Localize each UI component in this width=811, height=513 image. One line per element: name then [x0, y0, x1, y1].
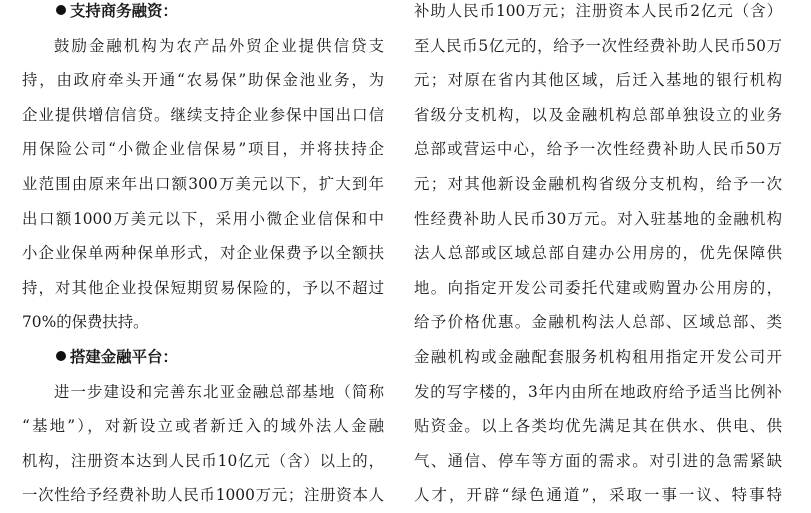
left-column [22, 0, 384, 513]
paragraph-line: 补助人民币100万元；注册资本人民币2亿元（含） [414, 2, 782, 20]
paragraph-line: 气、通信、停车等方面的需求。对引进的急需紧缺 [414, 451, 782, 470]
heading-text: 支持商务融资： [70, 2, 178, 20]
bullet-icon [56, 5, 66, 15]
bullet-icon [56, 351, 66, 361]
paragraph-line: 用保险公司“小微企业信保易”项目，并将扶持企 [22, 140, 384, 159]
paragraph-line: 持，由政府牵头开通“农易保”助保金池业务，为 [22, 71, 384, 90]
paragraph-line: 一次性给予经费补助人民币1000万元；注册资本人 [22, 486, 384, 505]
paragraph-line: 人才，开辟“绿色通道”，采取一事一议、特事特 [414, 486, 782, 505]
paragraph-line: 性经费补助人民币30万元。对入驻基地的金融机构 [414, 209, 782, 228]
paragraph-line: 至人民币5亿元的，给予一次性经费补助人民币50万 [414, 36, 782, 55]
heading-text: 搭建金融平台： [70, 347, 178, 366]
paragraph-line: 总部或营运中心，给予一次性经费补助人民币50万 [414, 140, 782, 159]
paragraph-line: 企业提供增信信贷。继续支持企业参保中国出口信 [22, 105, 384, 124]
paragraph-line: 机构，注册资本达到人民币10亿元（含）以上的， [22, 451, 384, 470]
paragraph-line: 省级分支机构，以及金融机构总部单独设立的业务 [414, 105, 782, 124]
paragraph-line: 发的写字楼的，3年内由所在地政府给予适当比例补 [414, 382, 782, 401]
paragraph-line: 70%的保费扶持。 [22, 313, 149, 332]
paragraph-line: 业范围由原来年出口额300万美元以下，扩大到年 [22, 174, 384, 193]
paragraph-line: 出口额1000万美元以下，采用小微企业信保和中 [22, 209, 384, 228]
section-heading-business-financing [22, 0, 384, 29]
paragraph-line: 持，对其他企业投保短期贸易保险的，予以不超过 [22, 278, 384, 297]
paragraph-line: 法人总部或区域总部自建办公用房的，优先保障供 [414, 244, 782, 263]
section-heading-financial-platform [22, 340, 384, 375]
paragraph-line: 元；对其他新设金融机构省级分支机构，给予一次 [414, 174, 782, 193]
paragraph-line: 小企业保单两种保单形式，对企业保费予以全额扶 [22, 244, 384, 263]
paragraph-line: 进一步建设和完善东北亚金融总部基地（简称 [54, 382, 384, 401]
paragraph-line: 给予价格优惠。金融机构法人总部、区域总部、类 [414, 313, 782, 332]
paragraph-line: “基地”），对新设立或者新迁入的域外法人金融 [22, 417, 384, 436]
paragraph-line: 贴资金。以上各类均优先满足其在供水、供电、供 [414, 417, 782, 436]
right-column [414, 0, 782, 513]
paragraph-line: 鼓励金融机构为农产品外贸企业提供信贷支 [54, 36, 384, 55]
paragraph-line: 地。向指定开发公司委托代建或购置办公用房的， [414, 278, 782, 297]
paragraph-line: 金融机构或金融配套服务机构租用指定开发公司开 [414, 347, 782, 366]
paragraph-line: 元；对原在省内其他区域，后迁入基地的银行机构 [414, 71, 782, 90]
